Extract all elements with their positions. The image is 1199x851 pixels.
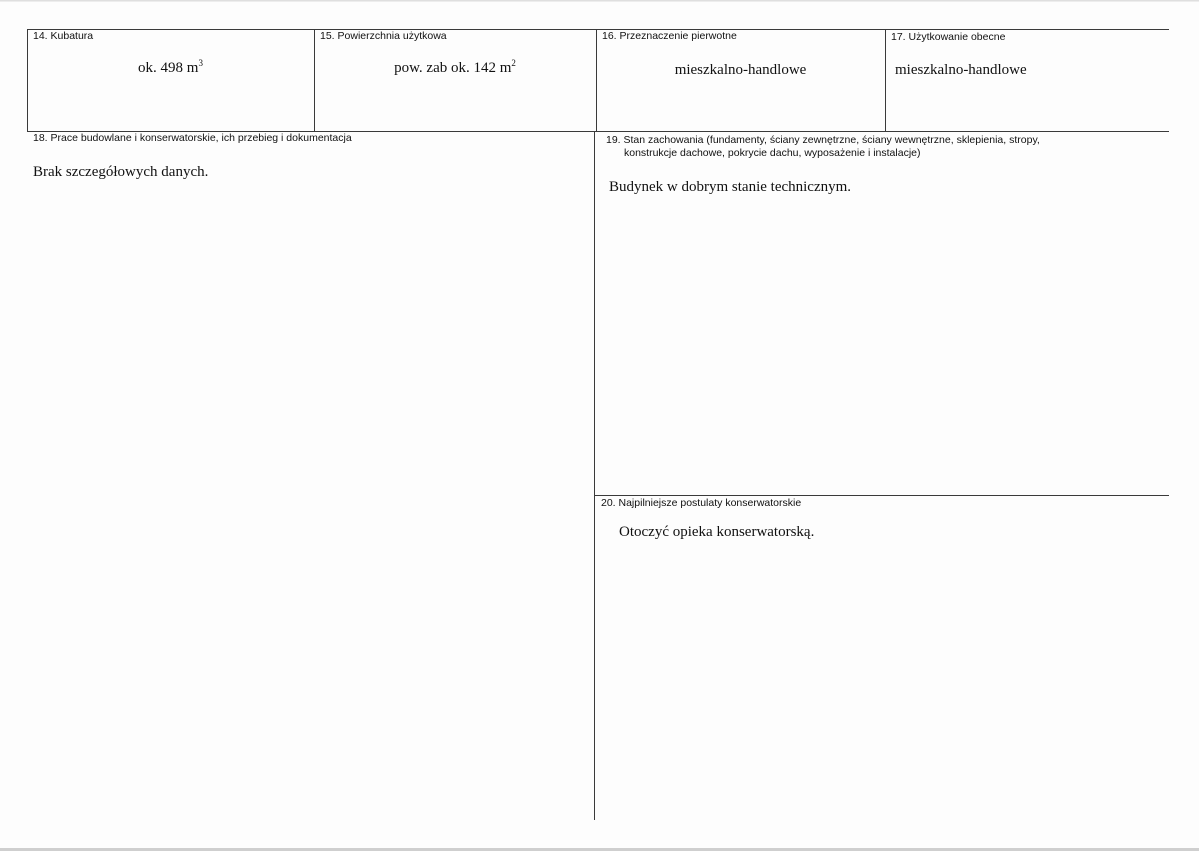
rule-col16 bbox=[596, 29, 597, 131]
uzytkowanie-value: mieszkalno-handlowe bbox=[895, 62, 1027, 78]
stan-label-line2: konstrukcje dachowe, pokrycie dachu, wyposażenie i instalacje) bbox=[624, 147, 921, 159]
kubatura-label: 14. Kubatura bbox=[33, 30, 94, 42]
prace-label: 18. Prace budowlane i konserwatorskie, ich przebieg i dokumentacja bbox=[33, 132, 352, 144]
powierzchnia-unit-exponent: 2 bbox=[511, 58, 516, 68]
przeznaczenie-value: mieszkalno-handlowe bbox=[674, 62, 807, 78]
kubatura-value bbox=[27, 60, 314, 77]
page-top-edge bbox=[0, 0, 1199, 2]
rule-col17 bbox=[885, 29, 886, 131]
stan-label-line1: 19. Stan zachowania (fundamenty, ściany zewnętrzne, ściany wewnętrzne, sklepienia, stropy, bbox=[606, 134, 1040, 146]
przeznaczenie-label: 16. Przeznaczenie pierwotne bbox=[602, 30, 737, 42]
powierzchnia-value bbox=[314, 60, 596, 77]
kubatura-unit-exponent: 3 bbox=[198, 58, 203, 68]
kubatura-value-text: ok. 498 m bbox=[138, 60, 199, 76]
rule-top bbox=[27, 29, 1169, 30]
rule-col15 bbox=[314, 29, 315, 131]
rule-left bbox=[27, 29, 28, 131]
powierzchnia-value-text: pow. zab ok. 142 m bbox=[394, 60, 512, 76]
uzytkowanie-label: 17. Użytkowanie obecne bbox=[891, 31, 1006, 43]
rule-mid bbox=[594, 131, 595, 820]
stan-value: Budynek w dobrym stanie technicznym. bbox=[609, 179, 852, 195]
rule-section20-top bbox=[594, 495, 1169, 496]
postulaty-label: 20. Najpilniejsze postulaty konserwatorskie bbox=[601, 497, 802, 509]
postulaty-value: Otoczyć opieka konserwatorską. bbox=[619, 524, 815, 540]
prace-value: Brak szczegółowych danych. bbox=[33, 164, 209, 180]
powierzchnia-label: 15. Powierzchnia użytkowa bbox=[320, 30, 447, 42]
